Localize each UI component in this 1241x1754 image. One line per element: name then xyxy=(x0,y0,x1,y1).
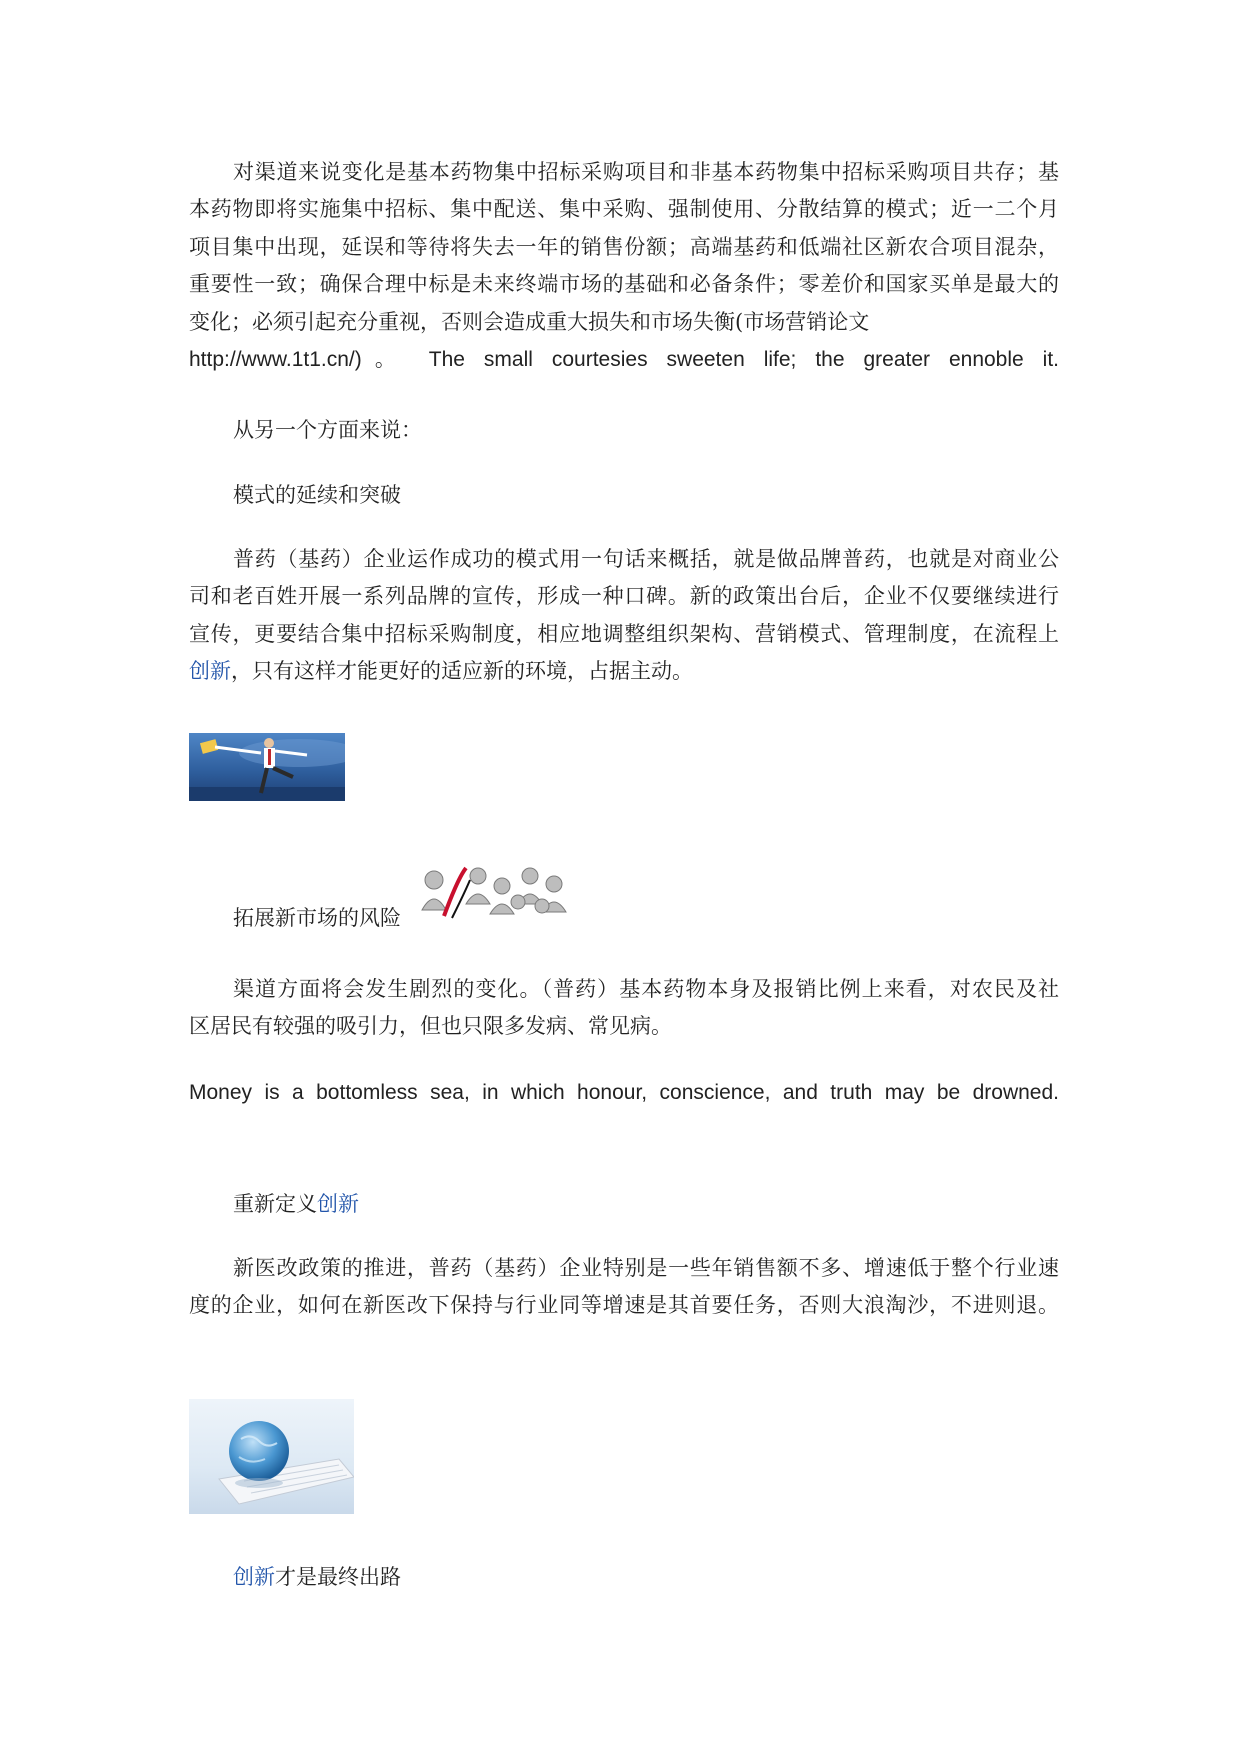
businessman-leaping-photo xyxy=(189,733,345,801)
innovation-link[interactable]: 创新 xyxy=(233,1565,275,1589)
quote-text: Money is a bottomless sea, in which honour, conscience, and truth may be drowned. xyxy=(189,1081,1059,1104)
text-line: 对渠道来说变化是基本药物集中招标采购项目和非基本药物集中招标采购项目共存；基 xyxy=(233,160,1059,184)
text-line: 区居民有较强的吸引力，但也只限多发病、常见病。 xyxy=(189,1014,672,1038)
heading-text: 重新定义 xyxy=(233,1192,317,1216)
heading-new-market-risk: 拓展新市场的风险 xyxy=(233,906,401,930)
paragraph-channel-change-cont xyxy=(189,191,1059,379)
paragraph-another-aspect: 从另一个方面来说： xyxy=(233,418,422,442)
text-tail: ，只有这样才能更好的适应新的环境，占据主动。 xyxy=(231,659,693,683)
text-line: 宣传，更要结合集中招标采购制度，相应地调整组织架构、营销模式、管理制度，在流程上 xyxy=(189,621,1059,646)
innovation-link[interactable]: 创新 xyxy=(189,659,231,683)
quote-money-sea xyxy=(189,1074,1059,1112)
innovation-link[interactable]: 创新 xyxy=(317,1192,359,1216)
heading-mode-continuation: 模式的延续和突破 xyxy=(233,483,401,507)
text-line: 普药（基药）企业运作成功的模式用一句话来概括，就是做品牌普药，也就是对商业公 xyxy=(233,547,1059,571)
text-line: 司和老百姓开展一系列品牌的宣传，形成一种口碑。新的政策出台后，企业不仅要继续进行 xyxy=(189,584,1059,608)
paragraph-brand-mode xyxy=(189,541,1059,579)
text-line: 度的企业，如何在新医改下保持与行业同等增速是其首要任务，否则大浪淘沙，不进则退。 xyxy=(189,1293,1059,1317)
paragraph-new-healthcare-reform xyxy=(189,1250,1059,1288)
text-line: 渠道方面将会发生剧烈的变化。（普药）基本药物本身及报销比例上来看，对农民及社 xyxy=(233,977,1059,1001)
businessman-icon xyxy=(189,733,345,801)
text-line xyxy=(189,653,1059,691)
url-quote-line xyxy=(189,341,1059,379)
globe-laptop-photo xyxy=(189,1399,354,1514)
text-line: 变化；必须引起充分重视，否则会造成重大损失和市场失衡(市场营销论文 xyxy=(189,309,870,334)
paragraph-brand-mode-cont xyxy=(189,578,1059,691)
people-figures-graphic xyxy=(418,858,574,931)
quote-courtesies: The small courtesies sweeten life; the greater ennoble it. xyxy=(428,348,1059,371)
text-line: 重要性一致；确保合理中标是未来终端市场的基础和必备条件；零差价和国家买单是最大的 xyxy=(189,272,1059,296)
paragraph-channel-intense-change xyxy=(189,971,1059,1009)
people-figures-icon xyxy=(418,858,574,931)
text-line: 新医改政策的推进，普药（基药）企业特别是一些年销售额不多、增速低于整个行业速 xyxy=(233,1256,1059,1280)
paragraph-new-healthcare-reform-cont xyxy=(189,1287,1059,1325)
paragraph-channel-change xyxy=(189,154,1059,192)
heading-redefine-innovation xyxy=(189,1186,1059,1224)
text-line: 本药物即将实施集中招标、集中配送、集中采购、强制使用、分散结算的模式；近一二个月 xyxy=(189,197,1059,221)
heading-text: 才是最终出路 xyxy=(275,1565,401,1589)
text-line: 项目集中出现，延误和等待将失去一年的销售份额；高端基药和低端社区新农合项目混杂， xyxy=(189,234,1059,259)
source-url: http://www.1t1.cn/)。 xyxy=(189,348,409,371)
heading-innovation-way-out xyxy=(189,1559,1059,1597)
globe-icon xyxy=(189,1399,354,1514)
